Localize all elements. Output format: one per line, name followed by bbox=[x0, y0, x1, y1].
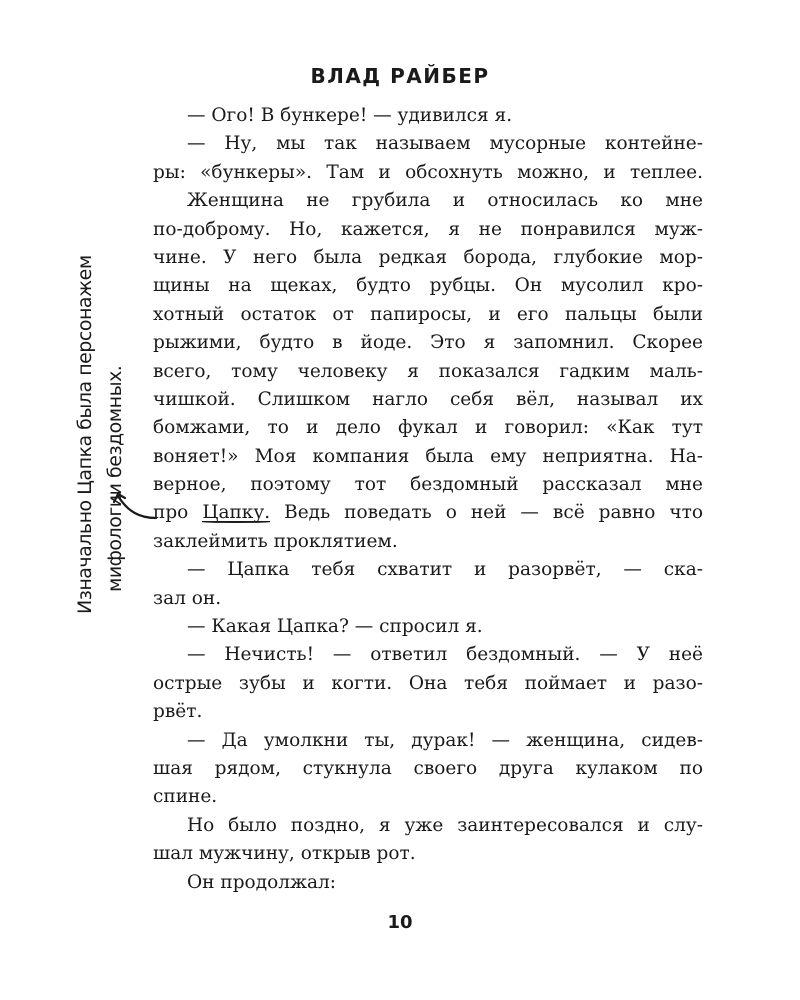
text-line bbox=[153, 499, 703, 527]
text-line: заклеймить проклятием. bbox=[153, 530, 398, 552]
body-text bbox=[153, 102, 703, 897]
text-line: бомжами, то и дело фукал и говорил: «Как тут bbox=[153, 417, 703, 439]
margin-note-line-1: Изначально Цапка была персонажем bbox=[74, 255, 96, 614]
text-line: острые зубы и когти. Она тебя поймает и разо- bbox=[153, 672, 703, 694]
text-fragment: про bbox=[153, 502, 203, 524]
text-line: зал он. bbox=[153, 587, 222, 609]
text-line: всего, тому человеку я показался гадким маль- bbox=[153, 360, 703, 382]
text-line: чине. У него была редкая борода, глубокие мор- bbox=[153, 246, 703, 268]
text-line: — Ну, мы так называем мусорные контейне- bbox=[187, 133, 703, 155]
text-line: рыжими, будто в йоде. Это я запомнил. Скорее bbox=[153, 332, 703, 354]
text-line: шал мужчину, открыв рот. bbox=[153, 843, 416, 865]
page-number: 10 bbox=[387, 912, 413, 933]
text-line: — Какая Цапка? — спросил я. bbox=[187, 616, 483, 638]
text-fragment: . Ведь поведать о ней — всё равно что bbox=[264, 502, 703, 524]
text-line: щины на щеках, будто рубцы. Он мусолил кро- bbox=[153, 275, 703, 297]
text-line: хотный остаток от папиросы, и его пальцы были bbox=[153, 303, 703, 325]
text-line: шая рядом, стукнула своего друга кулаком по bbox=[153, 757, 703, 779]
text-line: спине. bbox=[153, 786, 218, 808]
text-line: — Ого! В бункере! — удивился я. bbox=[187, 105, 513, 126]
text-line: Он продолжал: bbox=[187, 871, 337, 893]
text-line: — Да умолкни ты, дурак! — женщина, сидев- bbox=[187, 729, 703, 751]
margin-note bbox=[70, 255, 130, 614]
underlined-word: Цапку bbox=[202, 502, 265, 524]
text-line: Женщина не грубила и относилась ко мне bbox=[187, 190, 703, 212]
running-header-author: ВЛАД РАЙБЕР bbox=[310, 64, 490, 88]
text-line: по-доброму. Но, кажется, я не понравился муж- bbox=[153, 218, 703, 240]
text-line: Но было поздно, я уже заинтересовался и слу- bbox=[187, 814, 703, 836]
text-line: — Нечисть! — ответил бездомный. — У неё bbox=[187, 644, 703, 666]
text-line: верное, поэтому тот бездомный рассказал мне bbox=[153, 474, 703, 496]
text-line: ры: «бункеры». Там и обсохнуть можно, и теплее. bbox=[153, 161, 703, 183]
margin-note-line-2: мифологии бездомных. bbox=[104, 365, 126, 592]
text-line: чишкой. Слишком нагло себя вёл, называл их bbox=[153, 388, 703, 410]
text-line: воняет!» Моя компания была ему неприятна. На- bbox=[153, 445, 703, 467]
text-line: рвёт. bbox=[153, 701, 203, 723]
text-line: — Цапка тебя схватит и разорвёт, — ска- bbox=[187, 559, 703, 581]
